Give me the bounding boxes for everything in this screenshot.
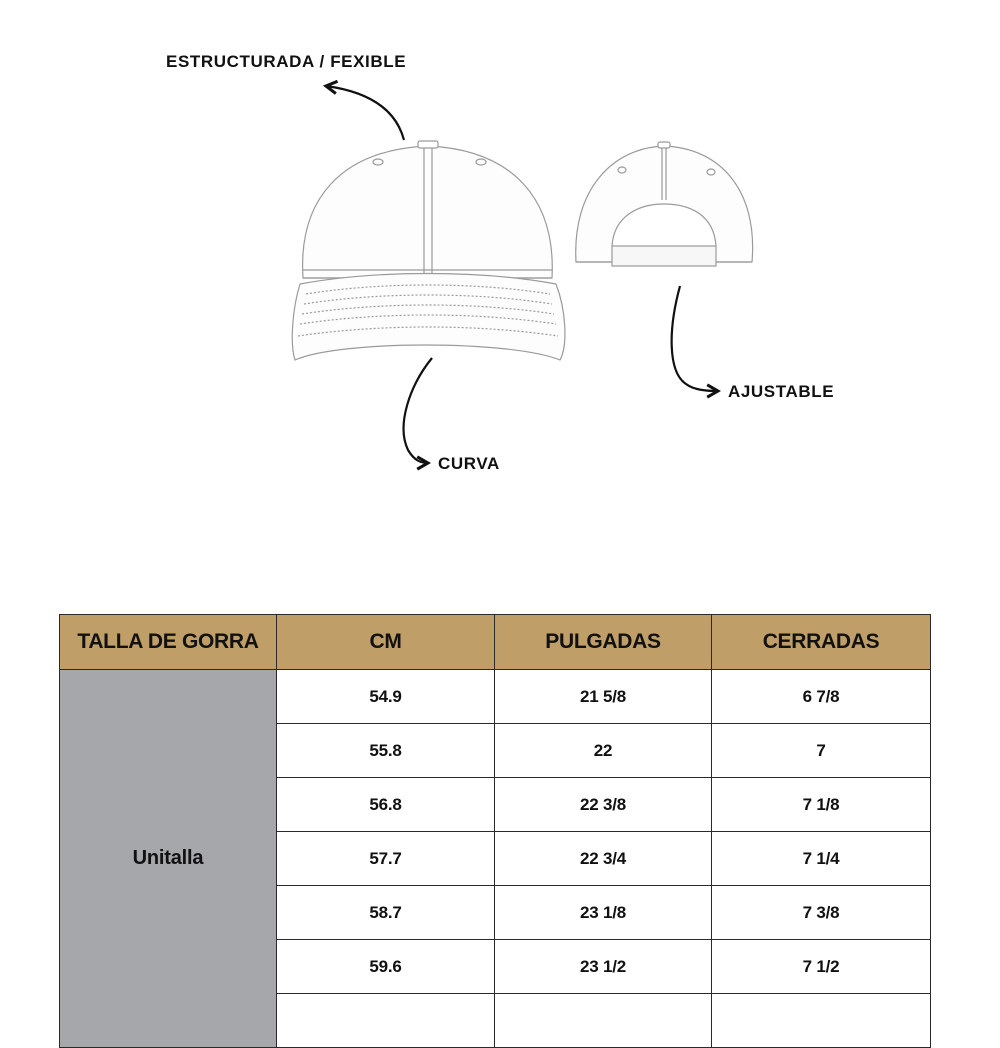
cap-back-icon (576, 142, 753, 266)
header-cm: CM (277, 615, 495, 670)
header-closed: CERRADAS (712, 615, 931, 670)
cell-inches: 22 3/4 (495, 832, 712, 886)
cell-cm: 55.8 (277, 724, 495, 778)
cell-inches: 22 3/8 (495, 778, 712, 832)
cell-closed: 7 3/8 (712, 886, 931, 940)
cell-closed: 7 1/4 (712, 832, 931, 886)
table-row (60, 670, 931, 724)
cell-cm: 56.8 (277, 778, 495, 832)
label-curve: CURVA (438, 454, 500, 473)
cell-inches: 23 1/8 (495, 886, 712, 940)
cell-closed: 7 (712, 724, 931, 778)
cap-front-icon (292, 141, 565, 360)
cell-inches: 21 5/8 (495, 670, 712, 724)
cell-inches: 23 1/2 (495, 940, 712, 994)
cell-cm: 54.9 (277, 670, 495, 724)
cell-closed: 7 1/8 (712, 778, 931, 832)
cell-closed: 6 7/8 (712, 670, 931, 724)
table-header-row (60, 615, 931, 670)
label-adjustable: AJUSTABLE (728, 382, 835, 401)
cap-diagram (0, 0, 1000, 520)
size-label-cell: Unitalla (60, 670, 277, 1048)
cell-inches (495, 994, 712, 1048)
cell-cm: 57.7 (277, 832, 495, 886)
label-structure: ESTRUCTURADA / FEXIBLE (166, 52, 407, 71)
curve-arrow (404, 358, 432, 463)
cell-cm (277, 994, 495, 1048)
structure-arrow (326, 86, 404, 140)
header-cap-size: TALLA DE GORRA (60, 615, 277, 670)
cell-inches: 22 (495, 724, 712, 778)
adjustable-arrow (672, 286, 718, 391)
cell-closed (712, 994, 931, 1048)
cell-closed: 7 1/2 (712, 940, 931, 994)
header-inches: PULGADAS (495, 615, 712, 670)
cell-cm: 58.7 (277, 886, 495, 940)
cell-cm: 59.6 (277, 940, 495, 994)
size-table (59, 614, 931, 1048)
